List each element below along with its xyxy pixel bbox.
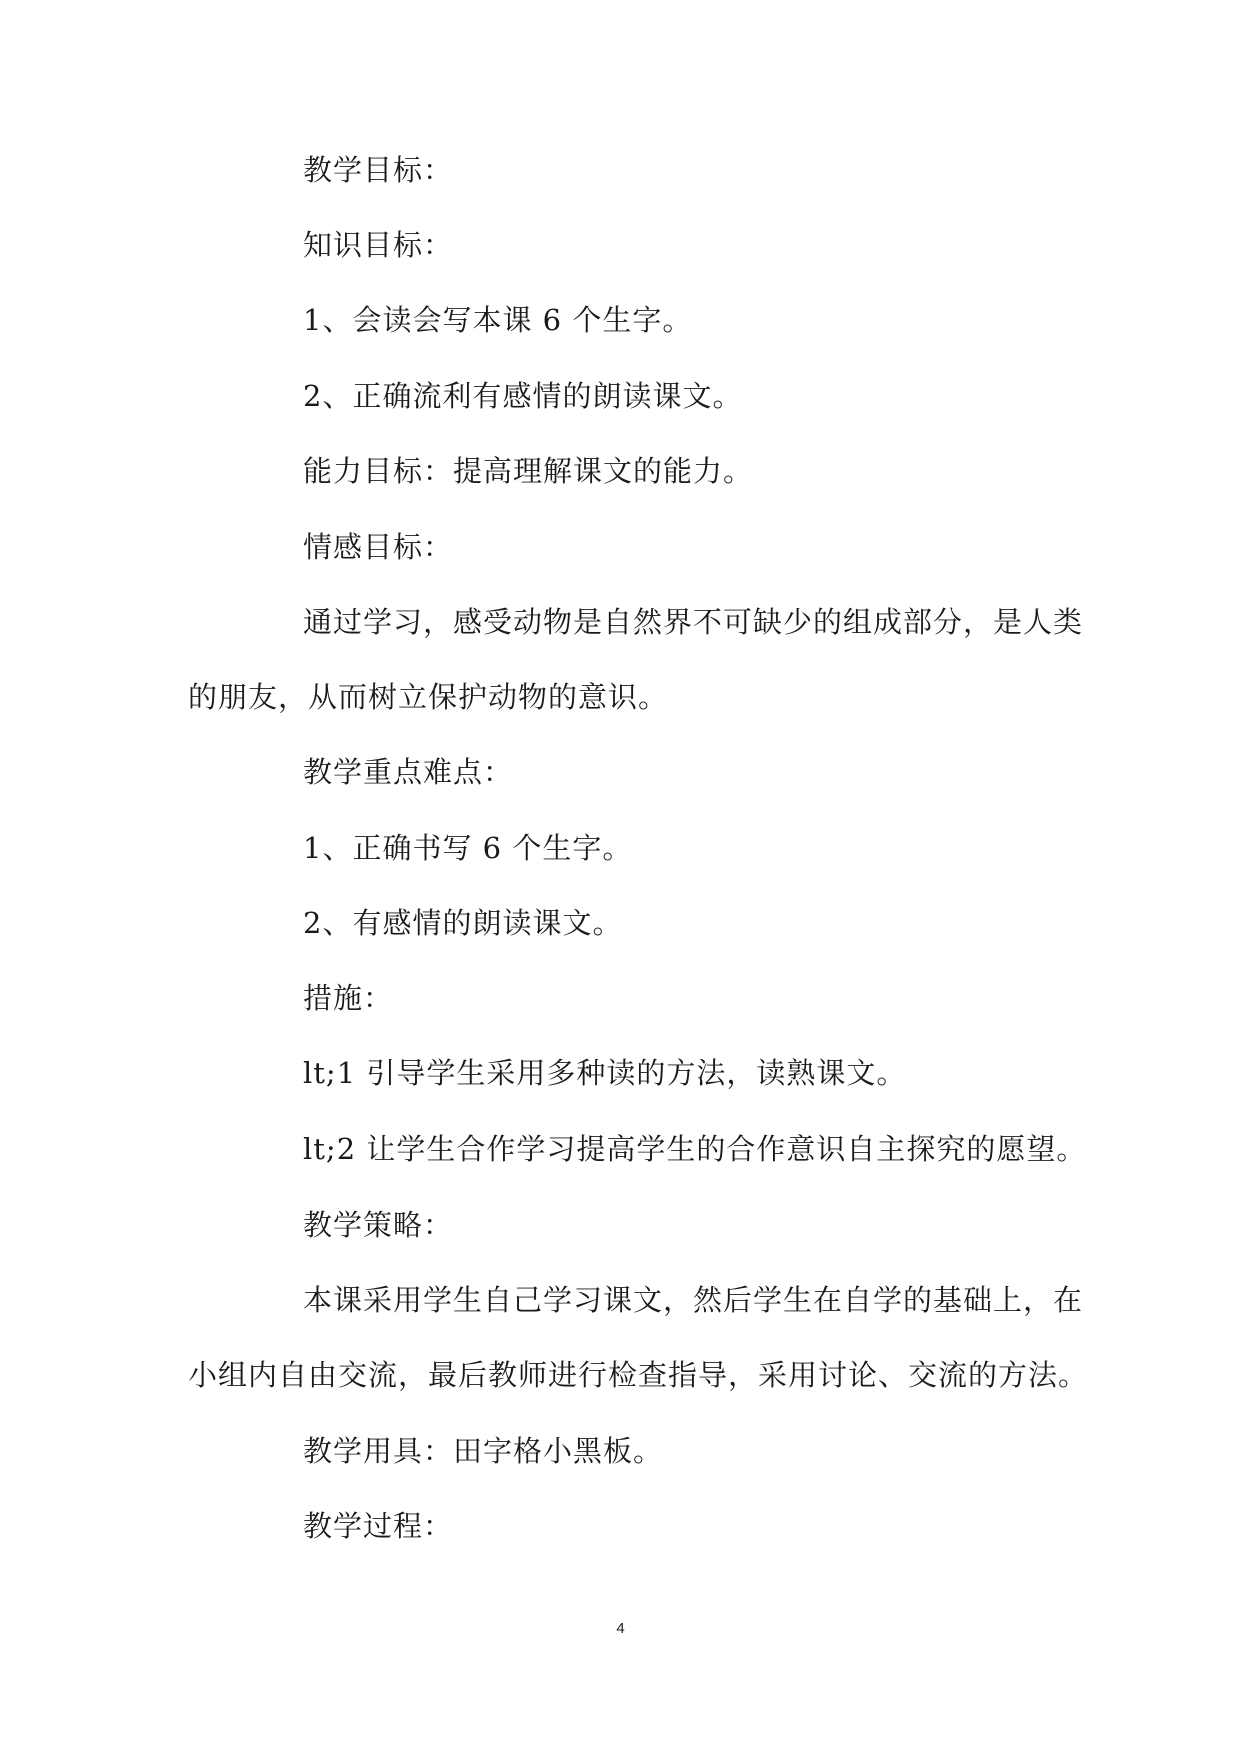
list-item: lt;2 让学生合作学习提高学生的合作意识自主探究的愿望。: [303, 1132, 1087, 1166]
list-item: 2、有感情的朗读课文。: [303, 906, 623, 940]
list-item: 1、会读会写本课 6 个生字。: [303, 303, 693, 337]
heading-emotional-objectives: 情感目标：: [303, 530, 454, 564]
paragraph-line: 小组内自由交流，最后教师进行检查指导，采用讨论、交流的方法。: [188, 1358, 1089, 1392]
heading-knowledge-objectives: 知识目标：: [303, 228, 454, 262]
ability-objective: 能力目标：提高理解课文的能力。: [303, 454, 754, 488]
list-item: 2、正确流利有感情的朗读课文。: [303, 379, 743, 413]
list-item: lt;1 引导学生采用多种读的方法，读熟课文。: [303, 1056, 907, 1090]
heading-key-difficulties: 教学重点难点：: [303, 755, 514, 789]
paragraph-line: 的朋友，从而树立保护动物的意识。: [188, 680, 669, 714]
heading-teaching-objectives: 教学目标：: [303, 153, 454, 187]
heading-teaching-strategy: 教学策略：: [303, 1208, 454, 1242]
paragraph-line: 通过学习，感受动物是自然界不可缺少的组成部分，是人类: [303, 605, 1084, 639]
heading-teaching-process: 教学过程：: [303, 1509, 454, 1543]
heading-measures: 措施：: [303, 981, 394, 1015]
teaching-tools: 教学用具：田字格小黑板。: [303, 1434, 664, 1468]
page-number: 4: [616, 1620, 625, 1637]
list-item: 1、正确书写 6 个生字。: [303, 831, 633, 865]
paragraph-line: 本课采用学生自己学习课文，然后学生在自学的基础上，在: [303, 1283, 1084, 1317]
